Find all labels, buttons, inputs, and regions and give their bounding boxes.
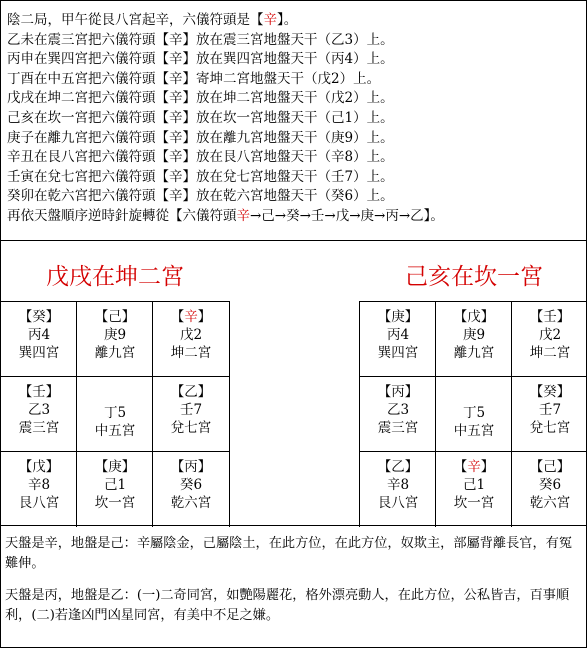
palace-cell-dui7 (512, 377, 587, 452)
heaven-stem: 【癸】 (18, 309, 60, 325)
earth-stem: 庚9 (103, 327, 127, 343)
heaven-stem: 【辛】 (453, 459, 495, 475)
intro-line: 丁酉在中五宮把六儀符頭【辛】寄坤二宮地盤天干（戊2）上。 (7, 70, 381, 87)
intro-line: 戊戌在坤二宮把六儀符頭【辛】放在坤二宮地盤天干（戊2）上。 (7, 90, 394, 107)
intro-text (1, 1, 586, 241)
earth-stem: 丙4 (386, 327, 410, 343)
rotation-highlight-stem: 辛 (236, 207, 250, 224)
palace-cell-qian6 (512, 452, 587, 527)
earth-stem: 壬7 (538, 402, 562, 418)
earth-stem: 丁5 (462, 405, 486, 421)
palace-name: 兌七宮 (529, 420, 571, 436)
heaven-stem: 【庚】 (377, 309, 419, 325)
palace-cell-dui7 (153, 377, 229, 452)
highlight-stem: 辛 (467, 459, 481, 475)
palace-name: 離九宮 (453, 345, 495, 361)
earth-stem: 丁5 (103, 405, 127, 421)
palace-name: 乾六宮 (529, 495, 571, 511)
palace-name: 坤二宮 (529, 345, 571, 361)
palace-cell-gen8 (360, 452, 436, 527)
earth-stem: 癸6 (538, 477, 562, 493)
chart-title-right: 己亥在坎一宮 (405, 264, 543, 290)
heaven-stem: 【戊】 (453, 309, 495, 325)
rotation-text: →己→癸→壬→戊→庚→丙→乙】。 (250, 207, 444, 224)
heaven-stem: 【己】 (94, 309, 136, 325)
palace-cell-kan1 (77, 452, 153, 527)
nine-palace-grid-right (359, 301, 587, 527)
intro-highlight-stem: 辛 (263, 12, 277, 28)
earth-stem: 丙4 (27, 327, 51, 343)
palace-cell-qian6 (153, 452, 229, 527)
heaven-stem: 【乙】 (377, 459, 419, 475)
intro-line: 壬寅在兌七宮把六儀符頭【辛】放在兌七宮地盤天干（壬7）上。 (7, 168, 394, 185)
earth-stem: 己1 (462, 477, 486, 493)
intro-line-text: 】。 (277, 12, 298, 28)
palace-cell-center5 (77, 377, 153, 452)
earth-stem: 壬7 (179, 402, 203, 418)
intro-line: 庚子在離九宮把六儀符頭【辛】放在離九宮地盤天干（庚9）上。 (7, 129, 394, 146)
heaven-stem: 【丙】 (170, 459, 212, 475)
earth-stem: 庚9 (462, 327, 486, 343)
heaven-stem: 【辛】 (170, 309, 212, 325)
palace-cell-zhen3 (360, 377, 436, 452)
palace-cell-kun2 (512, 302, 587, 377)
palace-name: 坎一宮 (94, 495, 136, 511)
palace-name: 巽四宮 (377, 345, 419, 361)
earth-stem: 己1 (103, 477, 127, 493)
palace-cell-kun2 (153, 302, 229, 377)
palace-cell-center5 (436, 377, 512, 452)
palace-cell-li9 (436, 302, 512, 377)
palace-name: 離九宮 (94, 345, 136, 361)
rotation-line (7, 207, 586, 227)
palace-name: 震三宮 (377, 420, 419, 436)
heaven-stem: 【丙】 (377, 384, 419, 400)
palace-name: 坤二宮 (170, 345, 212, 361)
intro-line: 癸卯在乾六宮把六儀符頭【辛】放在乾六宮地盤天干（癸6）上。 (7, 188, 394, 205)
palace-name: 震三宮 (18, 420, 60, 436)
palace-cell-xun4 (360, 302, 436, 377)
nine-palace-grid-left (1, 301, 230, 527)
heaven-stem: 【癸】 (529, 384, 571, 400)
heaven-stem: 【壬】 (18, 384, 60, 400)
palace-cell-gen8 (1, 452, 77, 527)
intro-line: 己亥在坎一宮把六儀符頭【辛】放在坎一宮地盤天干（己1）上。 (7, 109, 394, 126)
palace-name: 巽四宮 (18, 345, 60, 361)
earth-stem: 辛8 (27, 477, 51, 493)
intro-line: 乙未在震三宮把六儀符頭【辛】放在震三宮地盤天干（乙3）上。 (7, 31, 394, 48)
palace-name: 艮八宮 (377, 495, 419, 511)
earth-stem: 辛8 (386, 477, 410, 493)
chart-title-left: 戊戌在坤二宮 (46, 264, 184, 290)
interpretation-notes (1, 525, 586, 647)
rotation-text: 再依天盤順序逆時針旋轉從【六儀符頭 (7, 207, 237, 224)
palace-name: 兌七宮 (170, 420, 212, 436)
earth-stem: 乙3 (27, 402, 51, 418)
note-paragraph: 天盤是丙，地盤是乙：(一)二奇同宮，如艷陽麗花，格外漂亮動人，在此方位，公私皆吉，百事順利，(二)若逢凶門凶星同宮，有美中不足之嫌。 (5, 588, 570, 623)
note-paragraph: 天盤是辛，地盤是己：辛屬陰金，己屬陰土，在此方位，在此方位，奴欺主，部屬背離長官，有冤難伸。 (5, 536, 573, 571)
highlight-stem: 辛 (184, 309, 198, 325)
palace-cell-li9 (77, 302, 153, 377)
palace-name: 艮八宮 (18, 495, 60, 511)
heaven-stem: 【乙】 (170, 384, 212, 400)
earth-stem: 癸6 (179, 477, 203, 493)
intro-line: 丙申在巽四宮把六儀符頭【辛】放在巽四宮地盤天干（丙4）上。 (7, 51, 394, 68)
palace-name: 中五宮 (94, 423, 136, 439)
intro-line-text: 陰二局，甲午從艮八宮起辛，六儀符頭是【 (7, 12, 264, 28)
palace-name: 乾六宮 (170, 495, 212, 511)
earth-stem: 乙3 (386, 402, 410, 418)
intro-line: 辛丑在艮八宮把六儀符頭【辛】放在艮八宮地盤天干（辛8）上。 (7, 149, 394, 166)
heaven-stem: 【己】 (529, 459, 571, 475)
heaven-stem: 【戊】 (18, 459, 60, 475)
palace-cell-xun4 (1, 302, 77, 377)
palace-name: 中五宮 (453, 423, 495, 439)
heaven-stem: 【庚】 (94, 459, 136, 475)
palace-cell-zhen3 (1, 377, 77, 452)
intro-line (7, 11, 586, 31)
palace-cell-kan1 (436, 452, 512, 527)
heaven-stem: 【壬】 (529, 309, 571, 325)
palace-name: 坎一宮 (453, 495, 495, 511)
earth-stem: 戊2 (179, 327, 203, 343)
earth-stem: 戊2 (538, 327, 562, 343)
